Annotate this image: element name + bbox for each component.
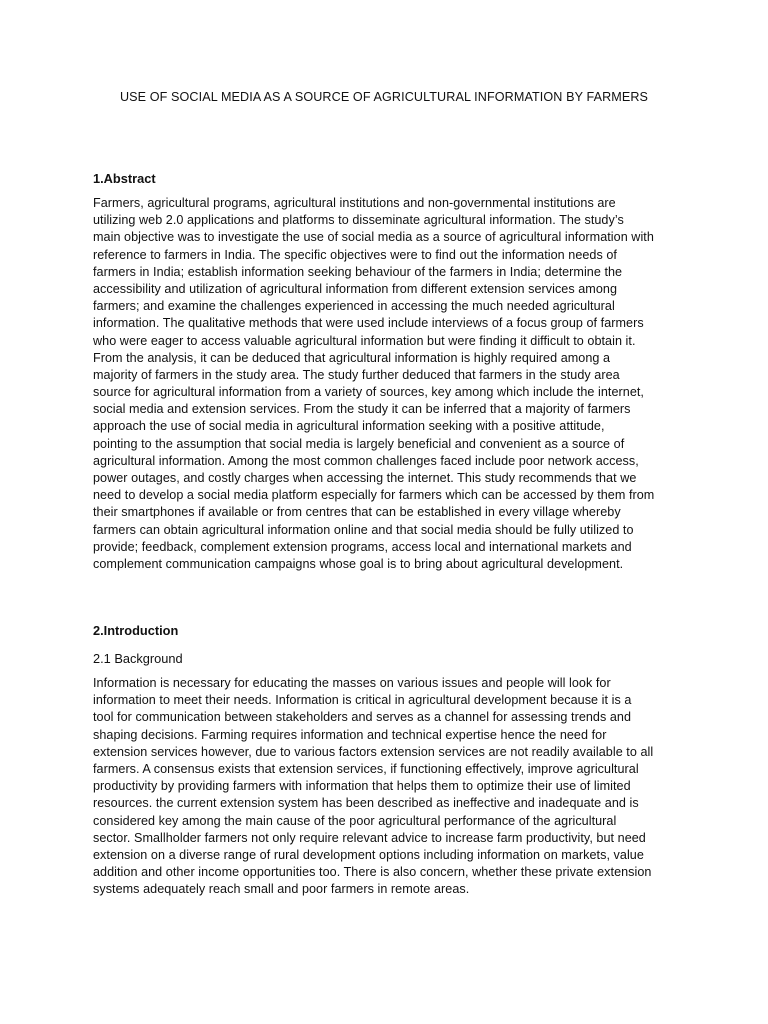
abstract-heading: 1.Abstract xyxy=(93,171,156,186)
text-line: productivity by providing farmers with information that helps them to optimize their use of limited xyxy=(93,779,631,794)
text-line: Information is necessary for educating the masses on various issues and people will look for xyxy=(93,676,611,690)
text-line: social media and extension services. From the study it can be inferred that a majority of farmers xyxy=(93,402,631,417)
text-line: farmers. A consensus exists that extension services, if functioning effectively, improve agricultural xyxy=(93,761,639,776)
text-line: farmers in India; establish information seeking behaviour of the farmers in India; determine the xyxy=(93,264,623,279)
text-line: shaping decisions. Farming requires information and technical expertise hence the need for xyxy=(93,727,607,742)
text-line: reference to farmers in India. The specific objectives were to find out the information needs of xyxy=(93,247,617,262)
text-line: farmers can obtain agricultural information online and that social media should be fully utilized to xyxy=(93,522,634,537)
text-line: approach the use of social media in agricultural information seeking with a positive attitude, xyxy=(93,419,605,434)
background-paragraph xyxy=(93,675,683,898)
text-line: utilizing web 2.0 applications and platforms to disseminate agricultural information. The study’s xyxy=(93,213,624,228)
text-line: sector. Smallholder farmers not only require relevant advice to increase farm productivity, but need xyxy=(93,830,646,845)
text-line: resources. the current extension system has been described as ineffective and inadequate and is xyxy=(93,796,639,811)
text-line: agricultural information. Among the most common challenges faced include poor network access, xyxy=(93,453,639,468)
text-line: power outages, and costly charges when accessing the internet. This study recommends that we xyxy=(93,471,637,485)
text-line: extension services however, due to various factors extension services are not readily available to all xyxy=(93,744,654,759)
text-line: extension on a diverse range of rural development options including information on markets, value xyxy=(93,847,644,862)
abstract-paragraph xyxy=(93,195,683,573)
text-line: need to develop a social media platform especially for farmers which can be accessed by them from xyxy=(93,488,655,503)
text-line: main objective was to investigate the use of social media as a source of agricultural information with xyxy=(93,230,654,245)
text-line: systems adequately reach small and poor farmers in remote areas. xyxy=(93,882,470,897)
document-title: USE OF SOCIAL MEDIA AS A SOURCE OF AGRICULTURAL INFORMATION BY FARMERS xyxy=(119,90,649,104)
text-line: From the analysis, it can be deduced that agricultural information is highly required among a xyxy=(93,350,611,365)
text-line: majority of farmers in the study area. The study further deduced that farmers in the study area xyxy=(93,367,620,382)
text-line: considered key among the main cause of the poor agricultural performance of the agricultural xyxy=(93,813,617,828)
text-line: information to meet their needs. Information is critical in agricultural development because it is a xyxy=(93,693,632,708)
text-line: Farmers, agricultural programs, agricultural institutions and non-governmental institutions are xyxy=(93,196,616,210)
text-line: pointing to the assumption that social media is largely beneficial and convenient as a source of xyxy=(93,436,625,451)
introduction-heading: 2.Introduction xyxy=(93,623,179,638)
text-line: provide; feedback, complement extension programs, access local and international markets and xyxy=(93,539,632,554)
text-line: who were eager to access valuable agricultural information but were finding it difficult to obtain it. xyxy=(93,333,636,348)
text-line: their smartphones if available or from centres that can be established in every village whereby xyxy=(93,505,621,520)
text-line: farmers; and examine the challenges experienced in accessing the much needed agricultural xyxy=(93,299,615,314)
text-line: tool for communication between stakeholders and serves as a channel for assessing trends and xyxy=(93,710,632,725)
text-line: information. The qualitative methods that were used include interviews of a focus group of farmers xyxy=(93,316,644,331)
text-line: source for agricultural information from a variety of sources, key among which include the internet, xyxy=(93,385,644,400)
text-line: addition and other income opportunities too. There is also concern, whether these private extension xyxy=(93,865,652,880)
text-line: accessibility and utilization of agricultural information from different extension services among xyxy=(93,281,618,296)
text-line: complement communication campaigns whose goal is to bring about agricultural development. xyxy=(93,556,624,571)
background-subheading: 2.1 Background xyxy=(93,651,183,666)
